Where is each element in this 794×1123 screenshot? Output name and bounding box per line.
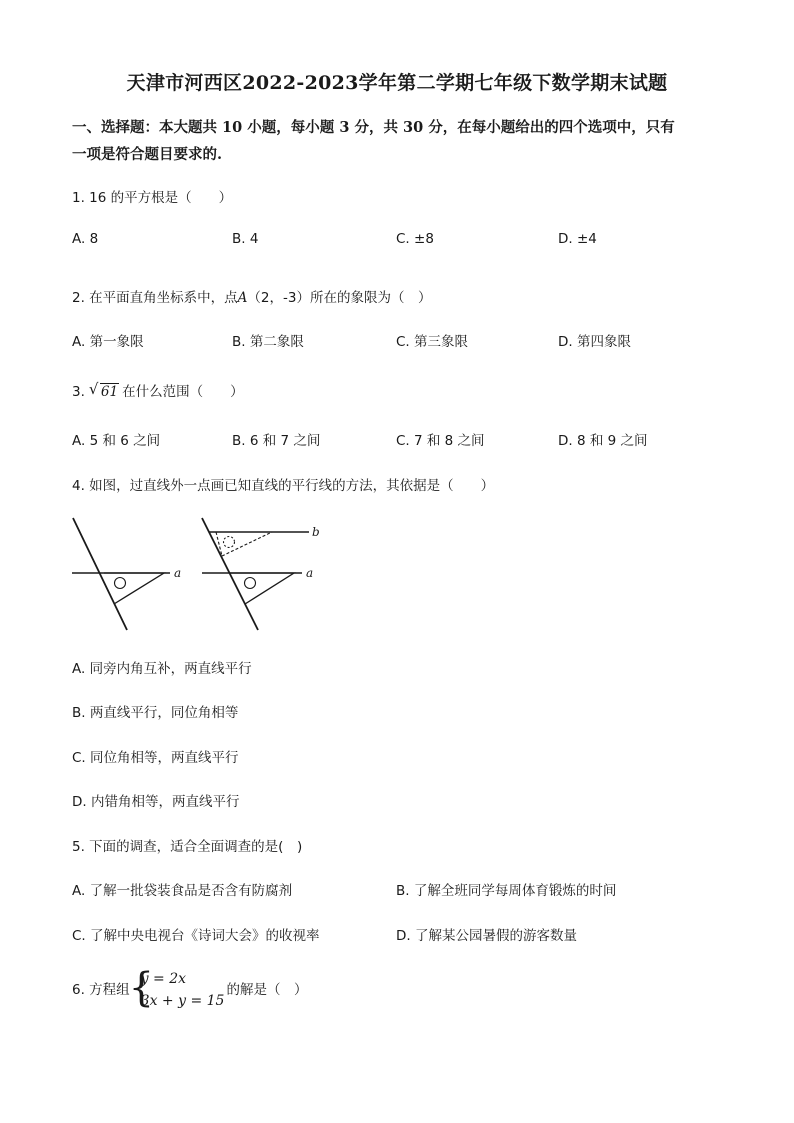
right-label-a: a	[306, 566, 314, 580]
question-6-stem-post: 的解是（ ）	[226, 982, 308, 998]
right-triangle-ruler	[230, 573, 294, 604]
question-3-stem	[72, 380, 244, 400]
question-6-stem	[72, 965, 308, 1012]
section-heading	[72, 114, 732, 168]
radical-sign-icon: √	[88, 380, 99, 398]
question-2-option-b: B. 第二象限	[232, 334, 304, 350]
question-4-option-b: B. 两直线平行，同位角相等	[72, 705, 239, 721]
parallel-line-figure	[66, 512, 336, 634]
question-2-stem-post: （2，-3）所在的象限为（ ）	[247, 290, 432, 306]
question-3-option-c: C. 7 和 8 之间	[396, 433, 485, 449]
right-ruler-hole	[245, 578, 256, 589]
left-transversal	[73, 518, 127, 630]
question-2-option-d: D. 第四象限	[558, 334, 631, 350]
question-2-stem	[72, 286, 431, 306]
question-5-option-c: C. 了解中央电视台《诗词大会》的收视率	[72, 928, 320, 944]
radicand: 61	[100, 384, 119, 400]
question-1-stem: 1. 16 的平方根是（ ）	[72, 190, 233, 206]
question-1-option-a: A. 8	[72, 231, 99, 247]
question-5-option-b: B. 了解全班同学每周体育锻炼的时间	[396, 883, 617, 899]
question-3-option-b: B. 6 和 7 之间	[232, 433, 321, 449]
equation-system	[128, 965, 225, 1012]
question-1-option-b: B. 4	[232, 231, 259, 247]
question-3-stem-pre: 3.	[72, 384, 85, 400]
equation-1: y = 2x	[140, 971, 187, 987]
dashed-ruler-hole	[224, 537, 235, 548]
question-6-stem-pre: 6. 方程组	[72, 982, 130, 998]
question-5-option-a: A. 了解一批袋装食品是否含有防腐剂	[72, 883, 293, 899]
question-5-option-d: D. 了解某公园暑假的游客数量	[396, 928, 577, 944]
question-2-option-a: A. 第一象限	[72, 334, 144, 350]
question-4-option-d: D. 内错角相等，两直线平行	[72, 794, 240, 810]
question-2-option-c: C. 第三象限	[396, 334, 469, 350]
left-label-a: a	[174, 566, 182, 580]
question-3-option-a: A. 5 和 6 之间	[72, 433, 161, 449]
section-heading-line1: 一、选择题：本大题共 10 小题，每小题 3 分，共 30 分，在每小题给出的四个选项中，只有	[72, 119, 675, 136]
question-4-stem: 4. 如图，过直线外一点画已知直线的平行线的方法，其依据是（ ）	[72, 478, 495, 494]
left-brace-icon: {	[128, 965, 155, 1011]
question-5-stem: 5. 下面的调查，适合全面调查的是( )	[72, 839, 303, 855]
dashed-ruler-edge-hyp	[222, 532, 272, 556]
left-ruler-hole	[115, 578, 126, 589]
question-4-option-c: C. 同位角相等，两直线平行	[72, 750, 239, 766]
question-1-option-c: C. ±8	[396, 231, 434, 247]
page-title: 天津市河西区2022-2023学年第二学期七年级下数学期末试题	[126, 72, 668, 94]
section-heading-line2: 一项是符合题目要求的.	[72, 146, 223, 163]
point-label: A	[237, 290, 248, 306]
square-root	[88, 380, 119, 400]
question-2-stem-pre: 2. 在平面直角坐标系中，点	[72, 290, 238, 306]
question-1-option-d: D. ±4	[558, 231, 597, 247]
question-3-stem-post: 在什么范围（ ）	[122, 384, 244, 400]
right-transversal	[202, 518, 258, 630]
question-4-option-a: A. 同旁内角互补，两直线平行	[72, 661, 252, 677]
equation-2: 3x + y = 15	[140, 993, 225, 1009]
right-label-b: b	[312, 525, 320, 539]
question-3-option-d: D. 8 和 9 之间	[558, 433, 648, 449]
